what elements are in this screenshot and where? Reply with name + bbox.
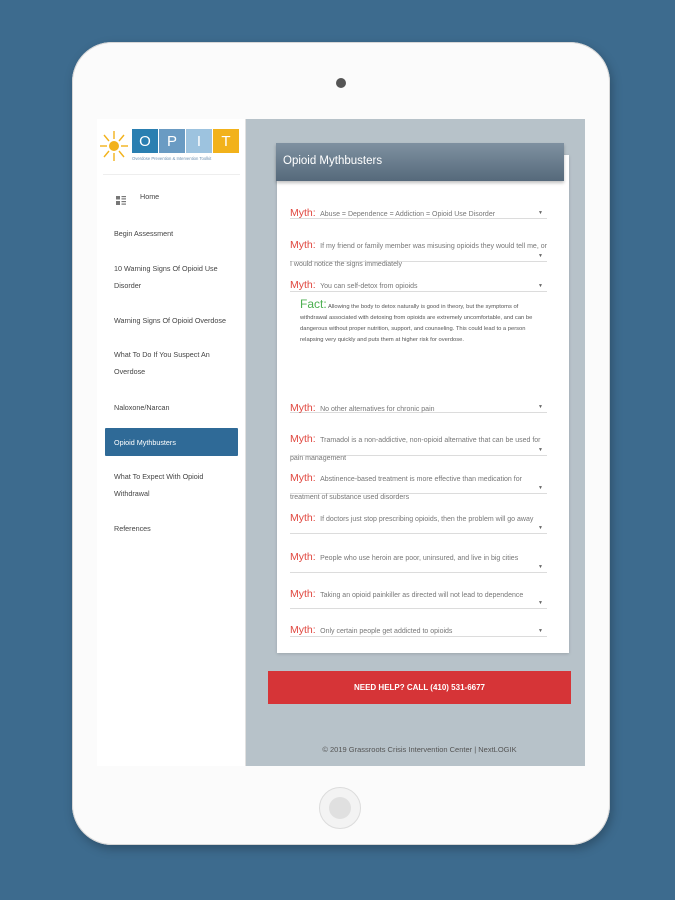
divider <box>103 174 240 175</box>
myth-text: People who use heroin are poor, uninsured, and live in big cities <box>320 555 519 562</box>
caret-down-icon: ▼ <box>538 525 543 531</box>
myth-label: Myth: <box>290 588 316 600</box>
myth-text: If my friend or family member was misusing opioids they would tell me, or I would notice the signs immediately <box>290 243 547 268</box>
caret-down-icon: ▼ <box>538 485 543 491</box>
myth-item[interactable] <box>290 429 547 462</box>
sidebar-item-warning-signs-use-disorder[interactable]: 10 Warning Signs Of Opioid Use Disorder <box>114 264 218 290</box>
logo-letter: O <box>132 129 158 153</box>
logo-letter: T <box>213 129 239 153</box>
caret-down-icon: ▼ <box>538 628 543 634</box>
fact-label: Fact: <box>300 297 327 311</box>
logo-tagline: Overdose Prevention & Intervention Toolkit <box>132 156 212 161</box>
sidebar-item-references[interactable]: References <box>114 524 151 533</box>
myth-text: Taking an opioid painkiller as directed will not lead to dependence <box>320 592 524 599</box>
need-help-call-button[interactable]: NEED HELP? CALL (410) 531-6677 <box>268 671 571 704</box>
sidebar-item-warning-signs-overdose[interactable]: Warning Signs Of Opioid Overdose <box>114 316 226 325</box>
sun-logo-icon <box>99 129 129 163</box>
myth-text: You can self-detox from opioids <box>320 283 418 290</box>
myth-label: Myth: <box>290 472 316 484</box>
myth-item[interactable] <box>290 398 547 413</box>
myth-item-expanded[interactable] <box>290 275 547 292</box>
myth-item[interactable] <box>290 508 547 534</box>
myth-text: Abuse = Dependence = Addiction = Opioid Use Disorder <box>320 211 496 218</box>
sidebar-item-naloxone[interactable]: Naloxone/Narcan <box>114 403 170 412</box>
fact-panel <box>300 299 546 346</box>
myth-label: Myth: <box>290 279 316 291</box>
logo-letter: I <box>186 129 212 153</box>
caret-down-icon: ▼ <box>538 404 543 410</box>
card-header <box>276 143 564 181</box>
page-title: Opioid Mythbusters <box>283 155 383 167</box>
sidebar <box>97 119 246 766</box>
logo-letter: P <box>159 129 185 153</box>
myth-label: Myth: <box>290 433 316 445</box>
myth-label: Myth: <box>290 551 316 563</box>
device-home-button[interactable] <box>319 787 361 829</box>
sidebar-item-begin-assessment[interactable]: Begin Assessment <box>114 229 174 238</box>
myth-item[interactable] <box>290 547 547 573</box>
caret-down-icon: ▼ <box>538 253 543 259</box>
sidebar-item-home[interactable] <box>97 188 246 212</box>
caret-down-icon: ▼ <box>538 210 543 216</box>
myth-text: Abstinence-based treatment is more effective than medication for treatment of substance used disorders <box>290 476 522 501</box>
app-logo[interactable] <box>97 125 246 169</box>
myth-text: If doctors just stop prescribing opioids, then the problem will go away <box>320 516 534 523</box>
footer-copyright: © 2019 Grassroots Crisis Intervention Center | NextLOGIK <box>322 745 517 754</box>
myth-text: Only certain people get addicted to opioids <box>320 628 453 635</box>
myth-item[interactable] <box>290 235 547 268</box>
myth-label: Myth: <box>290 512 316 524</box>
fact-text: Allowing the body to detox naturally is good in theory, but the symptoms of withdrawal associated with detoxing from opioids are extremely uncomfortable, and can be dangerous without proper nutrition, support, and counseling. This could lead to a person relapsing very quickly and puts them at higher risk for overdose. <box>300 304 533 343</box>
myth-label: Myth: <box>290 402 316 414</box>
camera-icon <box>336 78 346 88</box>
home-grid-icon <box>116 196 126 205</box>
myth-label: Myth: <box>290 239 316 251</box>
app-screen <box>97 119 585 766</box>
caret-down-icon: ▼ <box>538 600 543 606</box>
myth-item[interactable] <box>290 584 547 609</box>
myth-text: Tramadol is a non-addictive, non-opioid alternative that can be used for pain management <box>290 437 541 462</box>
logo-letters <box>132 129 240 153</box>
myth-label: Myth: <box>290 624 316 636</box>
caret-down-icon: ▼ <box>538 564 543 570</box>
myth-item[interactable] <box>290 620 547 637</box>
sidebar-item-label: Home <box>140 192 160 201</box>
myth-label: Myth: <box>290 207 316 219</box>
myth-item[interactable] <box>290 468 547 501</box>
sidebar-item-suspect-overdose[interactable]: What To Do If You Suspect An Overdose <box>114 350 210 376</box>
caret-down-icon: ▼ <box>538 447 543 453</box>
main-content <box>246 119 585 766</box>
sidebar-item-opioid-withdrawal[interactable]: What To Expect With Opioid Withdrawal <box>114 472 204 498</box>
sidebar-item-opioid-mythbusters[interactable]: Opioid Mythbusters <box>105 428 238 456</box>
caret-down-icon: ▼ <box>538 283 543 289</box>
myth-text: No other alternatives for chronic pain <box>320 406 435 413</box>
myth-item[interactable] <box>290 203 547 219</box>
